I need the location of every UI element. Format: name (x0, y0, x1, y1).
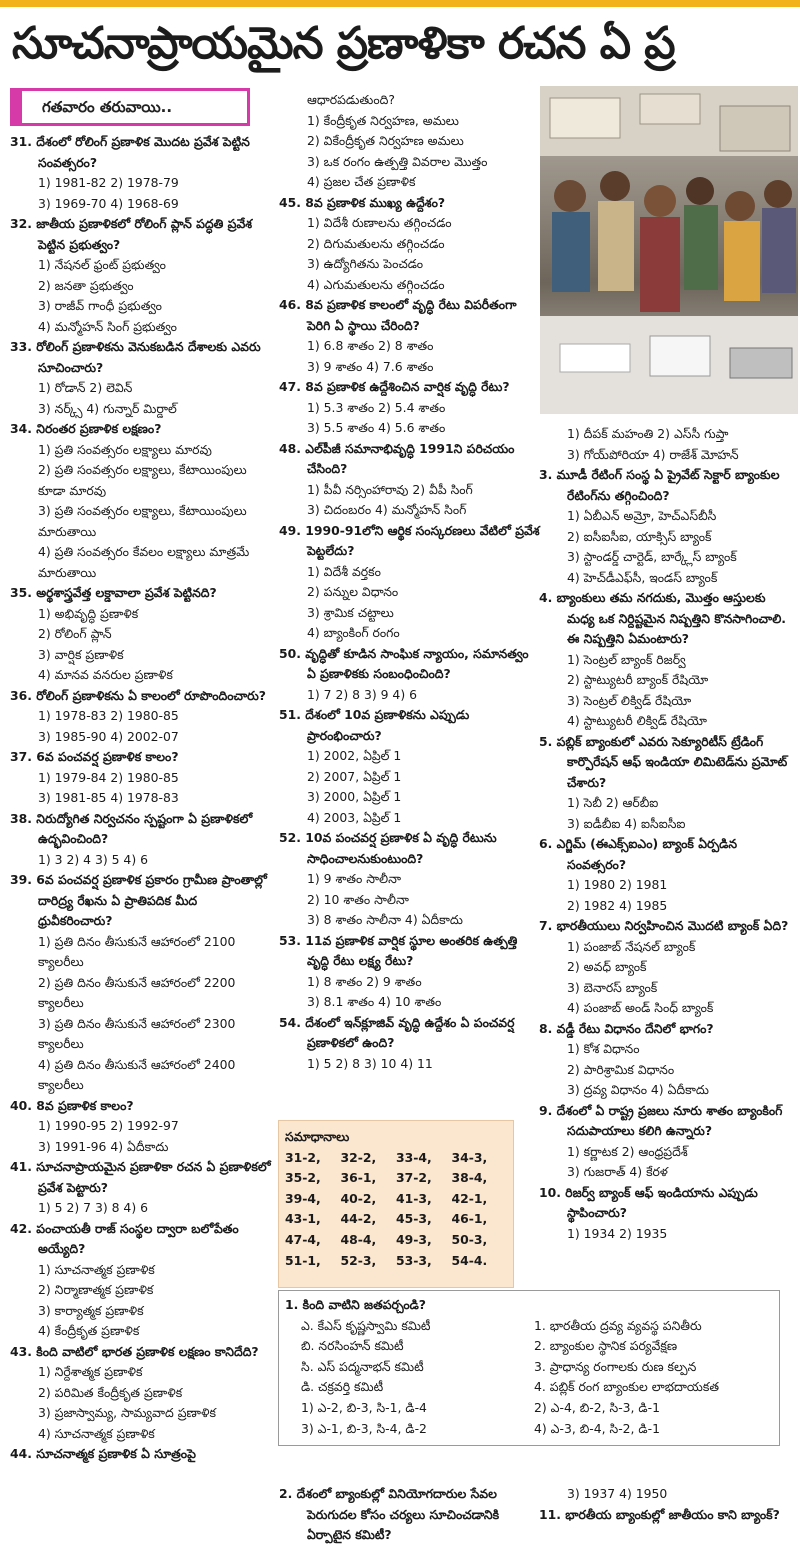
question-text: 35. అర్థశాస్త్రవేత్త లక్డావాలా ప్రవేశ పెట్టినది? (10, 585, 217, 600)
list-item: 2) ఎ-4, బి-2, సి-3, డి-1 (534, 1399, 660, 1415)
list-item: బి. నరసింహన్ కమిటీ (301, 1338, 404, 1354)
option-text: 1) 1981-82 2) 1978-79 (38, 175, 179, 190)
list-item: 3) ఎ-1, బి-3, సి-4, డి-2 (301, 1420, 427, 1436)
option-text: 3) చిదంబరం 4) మన్మోహన్ సింగ్ (307, 502, 467, 517)
option-text: 1) కోశ విధానం (567, 1041, 640, 1056)
option-text: 1) సూచనాత్మక ప్రణాళిక (38, 1261, 155, 1277)
list-item: 2. బ్యాంకుల స్థానిక పర్యవేక్షణ (534, 1338, 678, 1354)
column-b-questions (279, 90, 541, 1074)
option-text: 2) పన్నుల విధానం (307, 584, 399, 599)
option-text: 4) బ్యాంకింగ్ రంగం (307, 625, 400, 640)
option-text: 1) విదేశీ వర్తకం (307, 563, 381, 579)
option-text: 1) 6.8 శాతం 2) 8 శాతం (307, 338, 434, 353)
list-item: 53-3, (396, 1252, 432, 1268)
option-text: 1) కర్ణాటక 2) ఆంధ్రప్రదేశ్ (567, 1143, 688, 1159)
question-text: 31. దేశంలో రోలింగ్ ప్రణాళిక మొదట ప్రవేశ పెట్టిన సంవత్సరం? (10, 134, 250, 170)
list-item: 41-3, (396, 1190, 432, 1206)
question-text: 2. దేశంలో బ్యాంకుల్లో వినియోగదారుల సేవల పెరుగుదల కోసం చర్యలు సూచించడానికి ఏర్పాటైన కమిటీ? (279, 1486, 500, 1542)
option-text: 1) సెంట్రల్ బ్యాంక్ రిజర్వ్ (567, 651, 686, 667)
option-text: 1) ఏబీఎన్ అమ్రో, హెచ్‌ఎస్‌బీసీ (567, 508, 717, 523)
question-text: 49. 1990-91లోని ఆర్థిక సంస్కరణలు వేటిలో ప్రవేశ పెట్టలేదు? (279, 522, 540, 558)
list-item: 51-1, (285, 1252, 321, 1268)
list-item: 52-3, (340, 1252, 377, 1268)
previous-week-banner (10, 88, 250, 126)
list-item: 33-4, (396, 1149, 432, 1165)
match-right-list (534, 1316, 773, 1440)
question-text: 37. 6వ పంచవర్ష ప్రణాళిక కాలం? (10, 749, 179, 764)
option-text: 3) గోయ్‌పోరియా 4) రాజేశ్ మోహన్ (567, 446, 739, 462)
option-text: 3) 1969-70 4) 1968-69 (38, 195, 179, 211)
option-text: 1) 5 2) 7 3) 8 4) 6 (38, 1200, 148, 1215)
option-text: 1) 5.3 శాతం 2) 5.4 శాతం (307, 399, 446, 415)
option-text: 3) కార్యాత్మక ప్రణాళిక (38, 1302, 144, 1318)
option-text: 4) మన్మోహన్ సింగ్ ప్రభుత్వం (38, 318, 177, 334)
question-text: 10. రిజర్వ్ బ్యాంక్ ఆఫ్ ఇండియాను ఎప్పుడు స్థాపించారు? (539, 1184, 758, 1220)
option-text: 3) ప్రజాస్వామ్య, సామ్యవాద ప్రణాళిక (38, 1405, 216, 1420)
option-text: 4) మానవ వనరుల ప్రణాళిక (38, 667, 173, 682)
question-text: 40. 8వ ప్రణాళిక కాలం? (10, 1097, 134, 1113)
option-text: 3) 1991-96 4) ఏదీకాదు (38, 1138, 169, 1154)
option-text: 2) ఐసీఐసీఐ, యాక్సిస్ బ్యాంక్ (567, 528, 712, 544)
question-text: 7. భారతీయులు నిర్వహించిన మొదటి బ్యాంక్ ఏది? (539, 918, 789, 933)
list-item: 31-2, (285, 1149, 321, 1165)
option-text: 3) స్టాండర్డ్ చార్టెడ్, బార్క్లేస్ బ్యాంక్ (567, 549, 737, 564)
option-text: 4) పంజాబ్ అండ్ సింధ్ బ్యాంక్ (567, 1000, 714, 1015)
option-text: 2) పారిశ్రామిక విధానం (567, 1061, 675, 1077)
option-text: 4) 2003, ఏప్రిల్ 1 (307, 809, 402, 825)
question-text: 48. ఎల్‌పీజీ సమానాభివృద్ధి 1991ని పరిచయం చేసింది? (279, 440, 515, 476)
option-text: 1) 9 శాతం సాలీనా (307, 871, 401, 886)
option-text: 1) 1979-84 2) 1980-85 (38, 769, 179, 785)
previous-week-label: గతవారం తరువాయి.. (42, 98, 173, 116)
option-text: 2) నిర్మాణాత్మక ప్రణాళిక (38, 1282, 154, 1297)
question-text: 4. బ్యాంకులు తమ నగదుకు, మొత్తం ఆస్తులకు మధ్య ఒక నిర్దిష్టమైన నిష్పత్తిని కొనసాగించాలి. ఈ నిష్పత్తిని ఏమంటారు? (539, 590, 787, 646)
option-text: 1) పీవీ నర్సింహారావు 2) వీపీ సింగ్ (307, 481, 473, 497)
option-text: 3) 5.5 శాతం 4) 5.6 శాతం (307, 420, 446, 435)
option-text: 3) 2000, ఏప్రిల్ 1 (307, 789, 402, 804)
option-text: 2) ప్రతి సంవత్సరం లక్ష్యాలు, కేటాయింపులు కూడా మారవు (38, 462, 247, 498)
list-item: 44-2, (340, 1211, 377, 1227)
option-text: 3) సెంట్రల్ లిక్విడ్ రేషియో (567, 692, 692, 708)
option-text: 1) 5 2) 8 3) 10 4) 11 (307, 1055, 433, 1071)
bank-crowd-illustration (540, 86, 798, 414)
option-text: 1) 2002, ఏప్రిల్ 1 (307, 748, 402, 763)
list-item: 3. ప్రాధాన్య రంగాలకు రుణ కల్పన (534, 1358, 697, 1374)
list-item: 48-4, (340, 1231, 377, 1247)
option-text: 3) గుజరాత్ 4) కేరళ (567, 1164, 668, 1179)
option-text: 2) అవధ్ బ్యాంక్ (567, 959, 647, 974)
question-text: 52. 10వ పంచవర్ష ప్రణాళిక ఏ వృద్ధి రేటును సాధించాలనుకుంటుంది? (279, 830, 497, 866)
list-item: డి. చక్రవర్తి కమిటీ (301, 1379, 384, 1395)
question-text: 11. భారతీయ బ్యాంకుల్లో జాతీయం కాని బ్యాంక్? (539, 1506, 780, 1522)
option-text: 3) వార్షిక ప్రణాళిక (38, 646, 124, 662)
option-text: 2) రోలింగ్ ప్లాన్ (38, 626, 112, 641)
list-item: సి. ఎస్ పద్మనాభన్ కమిటీ (301, 1358, 424, 1374)
answers-title: సమాధానాలు (285, 1129, 350, 1144)
option-text: 1) ప్రతి సంవత్సరం లక్ష్యాలు మారవు (38, 441, 212, 457)
option-text: 3) ఐడీబీఐ 4) ఐసీఐసీఐ (567, 815, 686, 831)
option-text: 1) 8 శాతం 2) 9 శాతం (307, 973, 422, 989)
list-item: 43-1, (285, 1211, 321, 1227)
answers-grid (285, 1148, 507, 1272)
list-item: 38-4, (451, 1170, 488, 1186)
option-text: 3) శ్రామిక చట్టాలు (307, 604, 394, 620)
option-text: 3) బెనారస్ బ్యాంక్ (567, 979, 658, 995)
top-accent-bar (0, 0, 800, 7)
option-text: 3) 8.1 శాతం 4) 10 శాతం (307, 994, 442, 1009)
list-item: 42-1, (451, 1190, 488, 1206)
option-text: 4) ఎగుమతులను తగ్గించడం (307, 276, 445, 292)
question-text: 42. పంచాయతీ రాజ్ సంస్థల ద్వారా బలోపేతం అయ్యేది? (10, 1220, 239, 1256)
option-text: 1) రోడాన్ 2) లెవిన్ (38, 380, 133, 395)
option-text: 3) 1985-90 4) 2002-07 (38, 728, 179, 744)
list-item: 32-2, (340, 1149, 377, 1165)
list-item: 37-2, (396, 1170, 432, 1186)
option-text: 1) పంజాబ్ నేషనల్ బ్యాంక్ (567, 938, 696, 954)
answers-box (278, 1120, 514, 1288)
question-text: 43. కింది వాటిలో భారత ప్రణాళిక లక్షణం కానిదేది? (10, 1343, 259, 1359)
option-text: 4) స్టాట్యుటరీ లిక్విడ్ రేషియో (567, 713, 707, 728)
option-text: 3) 1937 4) 1950 (567, 1486, 668, 1501)
question-text: 51. దేశంలో 10వ ప్రణాళికను ఎప్పుడు ప్రారంభించారు? (279, 707, 470, 743)
list-item: 49-3, (396, 1231, 432, 1247)
option-text: 1) అభివృద్ధి ప్రణాళిక (38, 605, 139, 621)
option-text: 1) 1934 2) 1935 (567, 1225, 668, 1241)
list-item: 36-1, (340, 1170, 377, 1186)
list-item: 39-4, (285, 1190, 321, 1206)
option-text: 2) జనతా ప్రభుత్వం (38, 277, 134, 293)
list-item: 4. పబ్లిక్ రంగ బ్యాంకుల లాభదాయకత (534, 1379, 719, 1395)
page-headline: సూచనాప్రాయమైన ప్రణాళికా రచన ఏ ప్ర (12, 18, 675, 69)
option-text: 2) 2007, ఏప్రిల్ 1 (307, 768, 402, 784)
column-b-bottom (279, 1484, 537, 1546)
option-text: 4) ప్రతి సంవత్సరం కేవలం లక్ష్యాలు మాత్రమే మారుతాయి (38, 544, 250, 580)
option-text: 1) విదేశీ రుణాలను తగ్గించడం (307, 215, 452, 230)
column-a-questions (10, 132, 272, 1465)
list-item: ఎ. కేఎస్ కృష్ణస్వామి కమిటీ (301, 1317, 431, 1333)
question-text: 5. పబ్లిక్ బ్యాంకులో ఎవరు సెక్యూరిటీస్ ట్రేడింగ్ కార్పొరేషన్ ఆఫ్ ఇండియా లిమిటెడ్‌ను ప్రమోట్ చేశారు? (539, 733, 788, 790)
option-text: 1) 1990-95 2) 1992-97 (38, 1118, 179, 1133)
question-text: 53. 11వ ప్రణాళిక వార్షిక స్థూల అంతరిక ఉత్పత్తి వృద్ధి రేటు లక్ష్య రేటు? (279, 932, 518, 968)
option-text: 4) కేంద్రీకృత ప్రణాళిక (38, 1323, 140, 1338)
option-text: 3) ప్రతి దినం తీసుకునే ఆహారంలో 2300 క్యాలరీలు (38, 1015, 236, 1051)
question-text: 54. దేశంలో ఇన్‌క్లూజివ్ వృద్ధి ఉద్దేశం ఏ పంచవర్ష ప్రణాళికలో ఉంది? (279, 1014, 515, 1050)
question-text: 32. జాతీయ ప్రణాళికలో రోలింగ్ ప్లాన్ పద్ధతి ప్రవేశ పెట్టిన ప్రభుత్వం? (10, 216, 253, 252)
question-text: 3. మూడీ రేటింగ్ సంస్థ ఏ ప్రైవేట్ సెక్టార్ బ్యాంకుల రేటింగ్‌ను తగ్గించింది? (539, 467, 780, 503)
question-text: 47. 8వ ప్రణాళిక ఉద్దేశించిన వార్షిక వృద్ధి రేటు? (279, 379, 510, 394)
option-text: 2) 10 శాతం సాలీనా (307, 891, 409, 907)
option-text: 1) ప్రతి దినం తీసుకునే ఆహారంలో 2100 క్యాలరీలు (38, 933, 236, 969)
question-text: 38. నిరుద్యోగిత నిర్వచనం స్పష్టంగా ఏ ప్రణాళికలో ఉద్భవించింది? (10, 810, 253, 846)
option-text: 4) హెచ్‌డీఎఫ్‌సీ, ఇండస్ బ్యాంక్ (567, 569, 718, 585)
option-text: 3) ప్రతి సంవత్సరం లక్ష్యాలు, కేటాయింపులు మారుతాయి (38, 503, 247, 539)
column-c-questions (539, 424, 794, 1244)
column-c-bottom (539, 1484, 794, 1525)
option-text: 3) ద్రవ్య విధానం 4) ఏదీకాదు (567, 1082, 709, 1097)
option-text: 3) ఒక రంగం ఉత్పత్తి వివరాల మొత్తం (307, 153, 488, 169)
option-text: 1) 1978-83 2) 1980-85 (38, 708, 179, 723)
question-text: 36. రోలింగ్ ప్రణాళికను ఏ కాలంలో రూపొందించారు? (10, 687, 266, 703)
list-item: 4) ఎ-3, బి-4, సి-2, డి-1 (534, 1420, 660, 1436)
match-question: 1. కింది వాటిని జతపర్చండి? (285, 1297, 426, 1312)
option-text: 3) నర్క్స్ 4) గున్నార్ మిర్డాల్ (38, 400, 177, 416)
question-text: 45. 8వ ప్రణాళిక ముఖ్య ఉద్దేశం? (279, 194, 446, 210)
option-text: 1) 1980 2) 1981 (567, 877, 668, 892)
question-text: 39. 6వ పంచవర్ష ప్రణాళిక ప్రకారం గ్రామీణ ప్రాంతాల్లో దారిద్ర్య రేఖను ఏ ప్రాతిపదిక మీద ధ్రువీకరించారు? (10, 872, 267, 928)
list-item: 50-3, (451, 1231, 488, 1247)
bank-crowd-photo (540, 86, 798, 414)
option-text: 2) ప్రతి దినం తీసుకునే ఆహారంలో 2200 క్యాలరీలు (38, 974, 236, 1010)
option-text: 1) దీపక్ మహంతి 2) ఎస్‌సీ గుప్తా (567, 426, 729, 441)
question-text: 6. ఎగ్జిమ్ (ఈఎక్స్‌ఐఎం) బ్యాంక్ ఏర్పడిన సంవత్సరం? (539, 836, 738, 872)
question-text: 9. దేశంలో ఏ రాష్ట్ర ప్రజలు నూరు శాతం బ్యాంకింగ్ సదుపాయాలు కలిగి ఉన్నారు? (539, 1102, 783, 1138)
option-text: 1) నిర్దేశాత్మక ప్రణాళిక (38, 1364, 143, 1379)
option-text: 4) సూచనాత్మక ప్రణాళిక (38, 1425, 155, 1441)
option-text: 4) ప్రతి దినం తీసుకునే ఆహారంలో 2400 క్యాలరీలు (38, 1056, 236, 1092)
option-text: 3) 8 శాతం సాలీనా 4) ఏదీకాదు (307, 912, 463, 927)
option-text: 2) వికేంద్రీకృత నిర్వహణ అమలు (307, 133, 464, 148)
option-text: 3) రాజీవ్ గాంధీ ప్రభుత్వం (38, 298, 162, 313)
question-text: 44. సూచనాత్మక ప్రణాళిక ఏ సూత్రంపై (10, 1446, 196, 1461)
question-text: 46. 8వ ప్రణాళిక కాలంలో వృద్ధి రేటు విపరీతంగా పెరిగి ఏ స్థాయి చేరింది? (279, 297, 517, 333)
question-text: 33. రోలింగ్ ప్రణాళికను వెనుకబడిన దేశాలకు ఎవరు సూచించారు? (10, 339, 261, 375)
option-text: 1) 7 2) 8 3) 9 4) 6 (307, 686, 417, 702)
option-text: 3) ఉద్యోగితను పెంచడం (307, 256, 424, 271)
option-text: 1) కేంద్రీకృత నిర్వహణ, అమలు (307, 112, 459, 128)
list-item: 45-3, (396, 1211, 432, 1227)
option-text: 4) ప్రజల చేత ప్రణాళిక (307, 174, 416, 189)
question-text: 34. నిరంతర ప్రణాళిక లక్షణం? (10, 421, 162, 436)
option-text: 2) 1982 4) 1985 (567, 897, 668, 913)
option-text: 2) దిగుమతులను తగ్గించడం (307, 235, 445, 251)
match-left-list (285, 1316, 534, 1440)
list-item: 1) ఎ-2, బి-3, సి-1, డి-4 (301, 1399, 427, 1415)
list-item: 54-4. (451, 1252, 488, 1268)
list-item: 46-1, (451, 1211, 488, 1227)
match-question-box (278, 1290, 780, 1446)
option-text: 3) 1981-85 4) 1978-83 (38, 790, 179, 805)
option-text: 2) పరిమిత కేంద్రీకృత ప్రణాళిక (38, 1384, 183, 1400)
list-item: 1. భారతీయ ద్రవ్య వ్యవస్థ పనితీరు (534, 1317, 702, 1333)
question-text: 50. వృద్ధితో కూడిన సాంఘిక న్యాయం, సమానత్వం ఏ ప్రణాళికకు సంబంధించింది? (279, 645, 529, 681)
option-text: 3) 9 శాతం 4) 7.6 శాతం (307, 358, 434, 374)
option-text: 2) స్టాట్యుటరీ బ్యాంక్ రేషియో (567, 672, 709, 687)
list-item: 34-3, (451, 1149, 488, 1165)
question-text: 41. సూచనాప్రాయమైన ప్రణాళికా రచన ఏ ప్రణాళికలో ప్రవేశ పెట్టారు? (10, 1159, 271, 1195)
list-item: 47-4, (285, 1231, 321, 1247)
option-text: 1) నేషనల్ ఫ్రంట్ ప్రభుత్వం (38, 257, 166, 272)
question-text: 8. వడ్డీ రేటు విధానం దేనిలో భాగం? (539, 1020, 714, 1036)
option-text: ఆధారపడుతుంది? (307, 92, 395, 107)
option-text: 1) 3 2) 4 3) 5 4) 6 (38, 851, 148, 867)
list-item: 40-2, (340, 1190, 377, 1206)
option-text: 1) సెబీ 2) ఆర్‌బీఐ (567, 795, 659, 810)
list-item: 35-2, (285, 1170, 321, 1186)
